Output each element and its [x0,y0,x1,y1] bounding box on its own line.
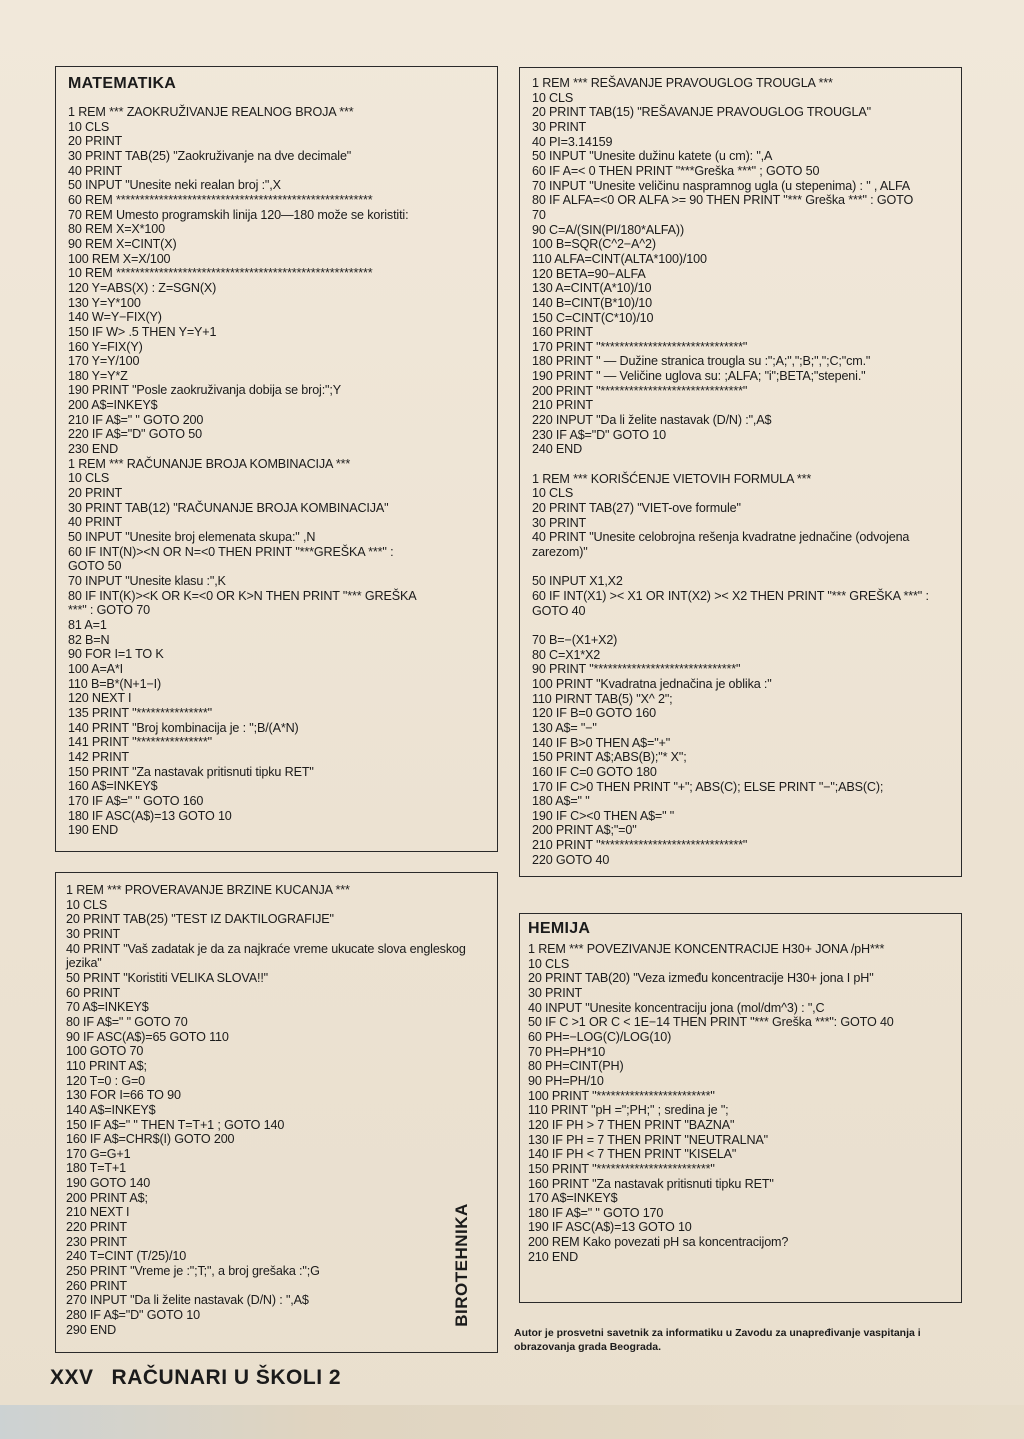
code-line: 40 PRINT "Vaš zadatak je da za najkraće vreme ukucate slova engleskog jezika" [66,941,470,971]
matematika-box [55,66,498,852]
code-line: 170 Y=Y/100 [68,354,140,369]
code-line: GOTO 50 [68,559,122,574]
code-line: 210 PRINT [532,398,593,413]
code-line: 30 PRINT [532,119,587,134]
code-line: 160 A$=INKEY$ [68,779,158,794]
code-line: 80 IF ALFA=<0 OR ALFA >= 90 THEN PRINT "*** Greška ***" : GOTO [532,193,914,208]
code-line: 70 B=−(X1+X2) [532,632,618,647]
code-line: 70 [532,207,546,222]
code-line: 60 IF INT(X1) >< X1 OR INT(X2) >< X2 THEN PRINT "*** GREŠKA ***" : GOTO 40 [532,588,933,618]
code-line: 220 PRINT [66,1220,127,1235]
code-line: 1 REM *** RAČUNANJE BROJA KOMBINACIJA *** [68,456,351,471]
code-line: 200 A$=INKEY$ [68,398,158,413]
code-line: 240 END [532,442,583,457]
code-line: 150 PRINT "Za nastavak pritisnuti tipku RET" [68,764,314,779]
code-line: 200 PRINT A$;"=0" [532,823,637,838]
code-line: 90 PH=PH/10 [528,1073,604,1088]
code-line: 30 PRINT [66,926,121,941]
code-line: 190 IF ASC(A$)=13 GOTO 10 [528,1220,692,1235]
code-line: 280 IF A$="D" GOTO 10 [66,1308,201,1323]
section-title-hemija: HEMIJA [528,920,591,937]
section-title-matematika: MATEMATIKA [68,75,177,92]
code-line: 50 INPUT "Unesite neki realan broj :",X [68,178,281,193]
code-line: 1 REM *** ZAOKRUŽIVANJE REALNOG BROJA *** [68,105,354,119]
code-line: 160 IF A$=CHR$(I) GOTO 200 [66,1132,235,1147]
code-line: 220 INPUT "Da li želite nastavak (D/N) :",A$ [532,413,772,428]
code-line: 20 PRINT TAB(27) "VIET-ove formule" [532,501,741,516]
code-line: 150 PRINT "************************" [528,1161,715,1176]
code-line: 150 IF W> .5 THEN Y=Y+1 [68,324,217,339]
code-line: 140 A$=INKEY$ [66,1102,156,1117]
code-line: 110 ALFA=CINT(ALTA*100)/100 [532,251,707,266]
code-line: 140 B=CINT(B*10)/10 [532,295,653,310]
page-number: XXV [50,1366,94,1389]
code-line: 40 PRINT "Unesite celobrojna rešenja kvadratne jednačine (odvojena zarezom)" [532,530,913,559]
code-listing [532,76,951,867]
code-line: 80 IF A$=" " GOTO 70 [66,1014,188,1029]
code-line: 40 PI=3.14159 [532,134,613,149]
code-line: 160 PRINT [532,325,593,340]
code-line: 20 PRINT [68,134,123,149]
side-label [448,1205,476,1325]
code-line: 240 T=CINT (T/25)/10 [66,1249,187,1264]
code-line: 120 Y=ABS(X) : Z=SGN(X) [68,280,217,295]
code-line: 210 NEXT I [66,1205,130,1220]
code-line: 190 GOTO 140 [66,1176,151,1191]
code-line: 170 A$=INKEY$ [528,1191,618,1206]
code-line [532,560,951,575]
code-line: 110 PRINT A$; [66,1058,147,1073]
code-line: 210 IF A$=" " GOTO 200 [68,412,204,427]
code-line: 1 REM *** KORIŠĆENJE VIETOVIH FORMULA *** [532,471,812,486]
code-line: 82 B=N [68,632,110,647]
code-line: 30 PRINT TAB(25) "Zaokruživanje na dve decimale" [68,148,352,163]
code-line: 30 PRINT [532,515,587,530]
code-line: 150 IF A$=" " THEN T=T+1 ; GOTO 140 [66,1117,285,1132]
code-line: 230 END [68,442,119,457]
code-line: 140 IF PH < 7 THEN PRINT "KISELA" [528,1147,737,1162]
code-line: 10 REM ****************************************************** [68,266,373,281]
code-line: 140 IF B>0 THEN A$="+" [532,735,671,750]
code-line: 10 CLS [528,956,570,971]
code-line: 140 PRINT "Broj kombinacija je : ";B/(A*N) [68,720,299,735]
code-line: 50 INPUT "Unesite broj elemenata skupa:" ,N [68,530,316,545]
code-line: 220 GOTO 40 [532,852,610,867]
code-line: 50 PRINT "Koristiti VELIKA SLOVA!!" [66,970,269,985]
code-line: ***" : GOTO 70 [68,603,150,618]
code-line: 200 PRINT A$; [66,1190,148,1205]
code-line: 190 IF C><0 THEN A$=" " [532,808,675,823]
author-note: Autor je prosvetni savetnik za informatiku u Zavodu za unapređivanje vaspitanja i obrazovanja grada Beograda. [514,1327,921,1353]
code-line: 20 PRINT TAB(15) "REŠAVANJE PRAVOUGLOG TROUGLA" [532,105,871,120]
code-line: 90 FOR I=1 TO K [68,647,164,662]
code-line: 60 IF INT(N)><N OR N=<0 THEN PRINT "***GREŠKA ***" : [68,544,394,559]
code-line: 170 IF C>0 THEN PRINT "+"; ABS(C); ELSE PRINT "−";ABS(C); [532,779,884,794]
typing-speed-box [55,872,498,1353]
code-line: 230 PRINT [66,1234,127,1249]
code-line: 160 Y=FIX(Y) [68,339,143,354]
code-listing [528,942,951,1264]
code-line: 40 PRINT [68,515,123,530]
code-line: 70 INPUT "Unesite klasu :",K [68,574,226,588]
page-edge [0,1405,1024,1439]
code-line: 220 IF A$="D" GOTO 50 [68,427,203,442]
code-line: 150 C=CINT(C*10)/10 [532,310,654,325]
code-line: 180 PRINT " — Dužine stranica trougla su :";A;",";B;",";C;"cm." [532,354,871,369]
code-line: 80 IF INT(K)><K OR K=<0 OR K>N THEN PRINT "*** GREŠKA [68,588,417,603]
code-line: 200 REM Kako povezati pH sa koncentracijom? [528,1235,789,1250]
code-line: 10 CLS [68,119,110,134]
page-footer [50,1366,341,1390]
code-line: 200 PRINT "******************************" [532,383,748,398]
code-line: 130 Y=Y*100 [68,295,141,310]
code-line: 30 PRINT TAB(12) "RAČUNANJE BROJA KOMBINACIJA" [68,500,389,515]
code-line: 135 PRINT "***************" [68,705,212,720]
code-line: 1 REM *** REŠAVANJE PRAVOUGLOG TROUGLA *** [532,76,833,90]
code-line: 90 PRINT "******************************" [532,662,741,677]
code-line: 70 A$=INKEY$ [66,1000,149,1015]
code-line: 81 A=1 [68,617,107,632]
code-line: 80 REM X=X*100 [68,222,165,237]
code-line: 130 FOR I=66 TO 90 [66,1088,181,1103]
code-line: 190 END [68,823,119,838]
triangle-viet-box [519,67,962,877]
code-line: 70 REM Umesto programskih linija 120—180 može se koristiti: [68,207,409,222]
side-label-text: BIROTEHNIKA [452,1203,471,1327]
code-line: 100 A=A*I [68,661,124,676]
code-line: 142 PRINT [68,749,129,764]
code-line: 100 PRINT "Kvadratna jednačina je oblika :" [532,676,772,691]
code-line: 40 PRINT [68,163,123,178]
code-line: 180 Y=Y*Z [68,368,128,383]
code-line: 170 IF A$=" " GOTO 160 [68,793,204,808]
publication-title: RAČUNARI U ŠKOLI 2 [111,1366,342,1389]
code-line: 160 PRINT "Za nastavak pritisnuti tipku RET" [528,1176,774,1191]
code-listing [68,105,487,838]
code-line: 180 T=T+1 [66,1161,127,1176]
code-line: 130 A=CINT(A*10)/10 [532,281,652,296]
code-line: 260 PRINT [66,1278,127,1293]
code-line: 10 CLS [532,90,574,105]
code-line: 290 END [66,1322,117,1337]
code-line: 70 INPUT "Unesite veličinu naspramnog ugla (u stepenima) : " , ALFA [532,178,911,193]
code-line: 60 PRINT [66,985,121,1000]
code-line: 100 B=SQR(C^2−A^2) [532,237,656,252]
code-line: 120 IF PH > 7 THEN PRINT "BAZNA" [528,1117,735,1132]
code-line: 120 T=0 : G=0 [66,1073,146,1088]
code-line: 120 NEXT I [68,691,132,706]
code-line: 250 PRINT "Vreme je :";T;", a broj grešaka :";G [66,1264,320,1279]
code-line: 80 C=X1*X2 [532,647,601,662]
code-line: 130 A$= "−" [532,720,597,735]
code-line: 110 PRINT "pH =";PH;" ; sredina je "; [528,1103,729,1118]
code-line: 130 IF PH = 7 THEN PRINT "NEUTRALNA" [528,1132,768,1147]
code-line: 190 PRINT " — Veličine uglova su: ;ALFA; "i";BETA;"stepeni." [532,369,866,384]
code-line: 120 BETA=90−ALFA [532,266,646,281]
code-line: 170 PRINT "******************************" [532,339,748,354]
code-line: 110 PIRNT TAB(5) "X^ 2"; [532,691,673,706]
code-line: 10 CLS [66,897,108,912]
code-line: 100 PRINT "************************" [528,1088,715,1103]
code-line: 1 REM *** PROVERAVANJE BRZINE KUCANJA *** [66,883,350,897]
code-line: 90 REM X=CINT(X) [68,236,177,251]
code-line: 160 IF C=0 GOTO 180 [532,764,657,779]
code-line: 150 PRINT A$;ABS(B);"* X"; [532,750,687,765]
code-line: 180 A$=" " [532,794,590,809]
code-line: 30 PRINT [528,985,583,1000]
code-line: 100 GOTO 70 [66,1044,144,1059]
code-line [532,457,951,472]
code-line: 190 PRINT "Posle zaokruživanja dobija se broj:";Y [68,383,341,398]
code-line: 20 PRINT TAB(25) "TEST IZ DAKTILOGRAFIJE" [66,912,334,927]
code-line: 10 CLS [532,486,574,501]
code-line: 80 PH=CINT(PH) [528,1059,624,1074]
code-line: 20 PRINT [68,486,123,501]
code-line: 210 PRINT "******************************" [532,838,748,853]
code-line [532,618,951,633]
code-line: 70 PH=PH*10 [528,1044,606,1059]
code-line: 170 G=G+1 [66,1146,131,1161]
code-line: 210 END [528,1249,579,1264]
code-line: 60 IF A=< 0 THEN PRINT "***Greška ***" ; GOTO 50 [532,163,820,178]
code-line: 50 INPUT "Unesite dužinu katete (u cm): ",A [532,149,773,164]
code-line: 270 INPUT "Da li želite nastavak (D/N) : ",A$ [66,1293,309,1308]
code-line: 100 REM X=X/100 [68,251,171,266]
code-line: 60 REM ****************************************************** [68,192,373,207]
code-line: 120 IF B=0 GOTO 160 [532,706,656,721]
code-listing [66,883,486,1337]
hemija-box [519,913,962,1303]
code-line: 20 PRINT TAB(20) "Veza između koncentracije H30+ jona I pH" [528,971,874,986]
code-line: 140 W=Y−FIX(Y) [68,310,162,325]
code-line: 50 IF C >1 OR C < 1E−14 THEN PRINT "*** Greška ***": GOTO 40 [528,1015,894,1030]
code-line: 230 IF A$="D" GOTO 10 [532,427,667,442]
code-line: 90 C=A/(SIN(PI/180*ALFA)) [532,222,684,237]
code-line: 1 REM *** POVEZIVANJE KONCENTRACIJE H30+ JONA /pH*** [528,942,885,956]
code-line: 10 CLS [68,471,110,486]
code-line: 180 IF ASC(A$)=13 GOTO 10 [68,808,232,823]
code-line: 180 IF A$=" " GOTO 170 [528,1205,664,1220]
code-line: 90 IF ASC(A$)=65 GOTO 110 [66,1029,229,1044]
code-line: 141 PRINT "***************" [68,735,212,750]
code-line: 60 PH=−LOG(C)/LOG(10) [528,1029,672,1044]
code-line: 50 INPUT X1,X2 [532,574,623,589]
code-line: 40 INPUT "Unesite koncentraciju jona (mol/dm^3) : ",C [528,1000,825,1015]
code-line: 110 B=B*(N+1−I) [68,676,162,691]
